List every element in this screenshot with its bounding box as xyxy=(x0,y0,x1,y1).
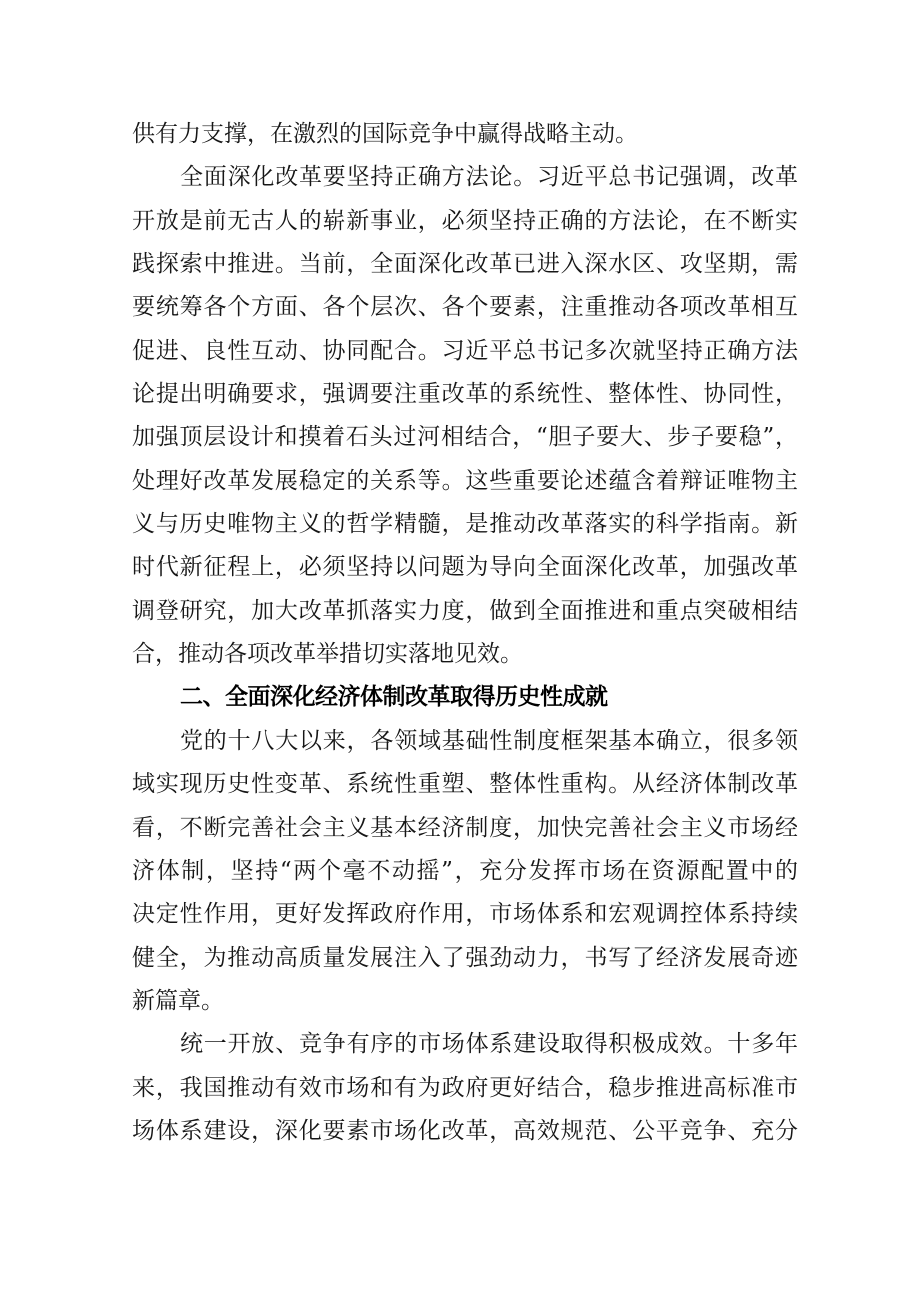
text-line: 供有力支撑，在激烈的国际竞争中赢得战略主动。 xyxy=(132,121,638,147)
text-block xyxy=(132,113,798,1153)
text-line: 开放是前无古人的崭新事业，必须坚持正确的方法论，在不断实 xyxy=(132,207,798,234)
text-line: 时代新征程上，必须坚持以问题为导向全面深化改革，加强改革 xyxy=(132,554,798,581)
text-line: 健全，为推动高质量发展注入了强劲动力，书写了经济发展奇迹 xyxy=(132,944,798,971)
text-line: 场体系建设，深化要素市场化改革，高效规范、公平竞争、充分 xyxy=(132,1117,798,1144)
text-line: 统一开放、竞争有序的市场体系建设取得积极成效。十多年 xyxy=(180,1031,798,1058)
text-line: 要统筹各个方面、各个层次、各个要素，注重推动各项改革相互 xyxy=(132,294,798,321)
text-line: 义与历史唯物主义的哲学精髓，是推动改革落实的科学指南。新 xyxy=(132,511,798,538)
text-line: 加强顶层设计和摸着石头过河相结合，“胆子要大、步子要稳”， xyxy=(132,424,798,451)
text-line: 新篇章。 xyxy=(132,987,224,1014)
text-line: 党的十八大以来，各领域基础性制度框架基本确立，很多领 xyxy=(180,727,798,754)
text-line: 全面深化改革要坚持正确方法论。习近平总书记强调，改革 xyxy=(180,164,798,191)
section-heading: 二、全面深化经济体制改革取得历史性成就 xyxy=(180,684,608,711)
text-line: 践探索中推进。当前，全面深化改革已进入深水区、攻坚期，需 xyxy=(132,251,798,278)
text-line: 促进、良性互动、协同配合。习近平总书记多次就坚持正确方法 xyxy=(132,337,798,364)
text-line: 合，推动各项改革举措切实落地见效。 xyxy=(132,641,523,668)
text-line: 调登研究，加大改革抓落实力度，做到全面推进和重点突破相结 xyxy=(132,597,798,624)
text-line: 济体制，坚持“两个毫不动摇”，充分发挥市场在资源配置中的 xyxy=(132,857,798,884)
text-line: 来，我国推动有效市场和有为政府更好结合，稳步推进高标准市 xyxy=(132,1074,798,1101)
text-line: 处理好改革发展稳定的关系等。这些重要论述蕴含着辩证唯物主 xyxy=(132,467,798,494)
text-line: 论提出明确要求，强调要注重改革的系统性、整体性、协同性， xyxy=(132,381,798,408)
text-line: 决定性作用，更好发挥政府作用，市场体系和宏观调控体系持续 xyxy=(132,901,798,928)
text-line: 看，不断完善社会主义基本经济制度，加快完善社会主义市场经 xyxy=(132,814,798,841)
text-line: 域实现历史性变革、系统性重塑、整体性重构。从经济体制改革 xyxy=(132,771,798,798)
